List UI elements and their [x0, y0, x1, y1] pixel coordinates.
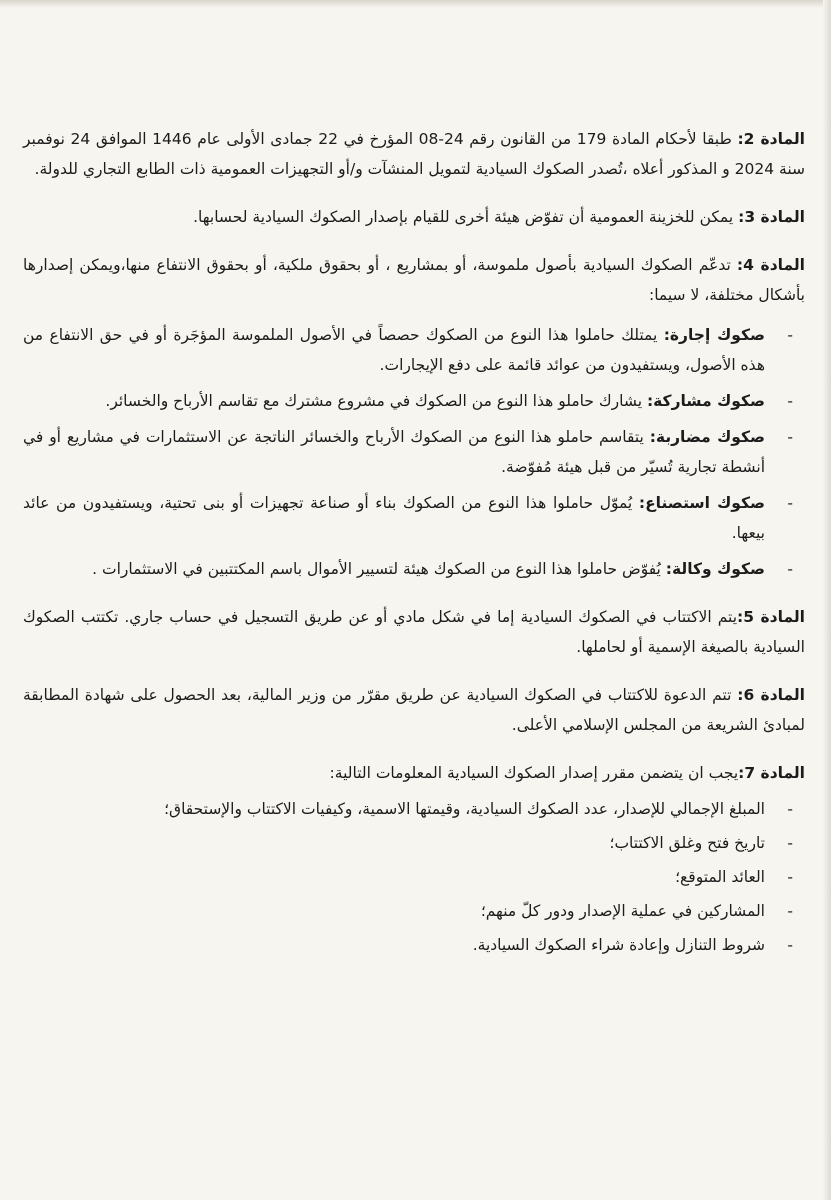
document-body	[23, 124, 805, 978]
article-6-label: المادة	[760, 686, 805, 704]
sukuk-term: صكوك وكالة:	[665, 560, 765, 578]
sukuk-description: يشارك حاملو هذا النوع من الصكوك في مشروع مشترك مع تقاسم الأرباح والخسائر.	[105, 392, 647, 410]
sukuk-term: صكوك استصناع:	[638, 494, 765, 512]
article-3	[23, 202, 805, 232]
article-3-label: المادة	[760, 208, 805, 226]
article-7-label: المادة	[760, 764, 805, 782]
decision-item-text: العائد المتوقع؛	[675, 868, 765, 886]
article-5-title	[737, 608, 805, 626]
article-4-text: تدعّم الصكوك السيادية بأصول ملموسة، أو بمشاريع ، أو بحقوق ملكية، أو بحقوق الانتفاع منها،ويمكن إصدارها بأشكال مختلفة، لا سيما:	[23, 256, 805, 304]
list-item	[23, 828, 805, 858]
list-item-mudaraba	[23, 422, 805, 482]
article-2-label: المادة	[760, 130, 805, 148]
bullet-dash: -	[787, 902, 793, 920]
bullet-dash: -	[787, 800, 793, 818]
article-7-text: يجب ان يتضمن مقرر إصدار الصكوك السيادية المعلومات التالية:	[329, 764, 739, 782]
sukuk-types-list	[23, 320, 805, 584]
decision-item-text: شروط التنازل وإعادة شراء الصكوك السيادية.	[472, 936, 765, 954]
article-7-number: 7:	[738, 764, 756, 782]
scan-edge-top	[0, 0, 831, 8]
article-2-text: طبقا لأحكام المادة 179 من القانون رقم 24-08 المؤرخ في 22 جمادى الأولى عام 1446 الموافق 24 نوفمبر سنة 2024 و المذكور أعلاه ،تُصدر الصكوك السيادية لتمويل المنشآت و/أو التجهيزات العمومية ذات الطابع التجاري للدولة.	[23, 130, 805, 178]
article-4-number: 4:	[736, 256, 754, 274]
article-5	[23, 602, 805, 662]
list-item	[23, 794, 805, 824]
bullet-dash: -	[787, 428, 793, 446]
list-item	[23, 930, 805, 960]
article-3-text: يمكن للخزينة العمومية أن تفوّض هيئة أخرى للقيام بإصدار الصكوك السيادية لحسابها.	[193, 208, 739, 226]
bullet-dash: -	[787, 936, 793, 954]
article-3-number: 3:	[738, 208, 756, 226]
list-item	[23, 862, 805, 892]
article-4-label: المادة	[760, 256, 805, 274]
sukuk-term: صكوك مضاربة:	[649, 428, 766, 446]
article-7-title	[738, 764, 805, 782]
bullet-dash: -	[787, 494, 793, 512]
article-4-title	[737, 256, 805, 274]
list-item-ijara	[23, 320, 805, 380]
sukuk-description: يتقاسم حاملو هذا النوع من الصكوك الأرباح والخسائر الناتجة عن الاستثمارات في مشاريع أو في أنشطة تجارية تُسيّر من قبل هيئة مُفوّضة.	[23, 428, 765, 476]
article-5-label: المادة	[760, 608, 805, 626]
article-2	[23, 124, 805, 184]
article-5-text: يتم الاكتتاب في الصكوك السيادية إما في شكل مادي أو عن طريق التسجيل في حساب جاري. تكتتب الصكوك السيادية بالصيغة الإسمية أو لحاملها.	[23, 608, 805, 656]
list-item-musharaka	[23, 386, 805, 416]
decision-item-text: المبلغ الإجمالي للإصدار، عدد الصكوك السيادية، وقيمتها الاسمية، وكيفيات الاكتتاب والإستحقاق؛	[164, 800, 765, 818]
article-4	[23, 250, 805, 310]
list-item	[23, 896, 805, 926]
list-item-istisna	[23, 488, 805, 548]
article-5-number: 5:	[737, 608, 755, 626]
article-2-number: 2:	[737, 130, 755, 148]
article-2-title	[737, 130, 805, 148]
article-6-text: تتم الدعوة للاكتتاب في الصكوك السيادية عن طريق مقرّر من وزير المالية، بعد الحصول على شهادة المطابقة لمبادئ الشريعة من المجلس الإسلامي الأعلى.	[23, 686, 805, 734]
sukuk-description: يُفوّض حاملوا هذا النوع من الصكوك هيئة لتسيير الأموال باسم المكتتبين في الاستثمارات .	[92, 560, 666, 578]
article-7	[23, 758, 805, 788]
bullet-dash: -	[787, 834, 793, 852]
list-item-wakala	[23, 554, 805, 584]
decision-item-text: المشاركين في عملية الإصدار ودور كلّ منهم؛	[480, 902, 765, 920]
decision-items-list	[23, 794, 805, 960]
decision-item-text: تاريخ فتح وغلق الاكتتاب؛	[609, 834, 765, 852]
article-6-title	[737, 686, 805, 704]
article-6-number: 6:	[737, 686, 755, 704]
sukuk-description: يُموّل حاملوا هذا النوع من الصكوك بناء أو صناعة تجهيزات أو بنى تحتية، ويستفيدون من عائد بيعها.	[23, 494, 765, 542]
bullet-dash: -	[787, 560, 793, 578]
bullet-dash: -	[787, 326, 793, 344]
scan-edge-right	[823, 0, 831, 1200]
article-3-title	[738, 208, 805, 226]
sukuk-term: صكوك إجارة:	[663, 326, 765, 344]
article-6	[23, 680, 805, 740]
bullet-dash: -	[787, 392, 793, 410]
sukuk-description: يمتلك حاملوا هذا النوع من الصكوك حصصاً في الأصول الملموسة المؤجَرة أو في حق الانتفاع من هذه الأصول، ويستفيدون من عوائد قائمة على دفع الإيجارات.	[23, 326, 765, 374]
sukuk-term: صكوك مشاركة:	[646, 392, 765, 410]
bullet-dash: -	[787, 868, 793, 886]
